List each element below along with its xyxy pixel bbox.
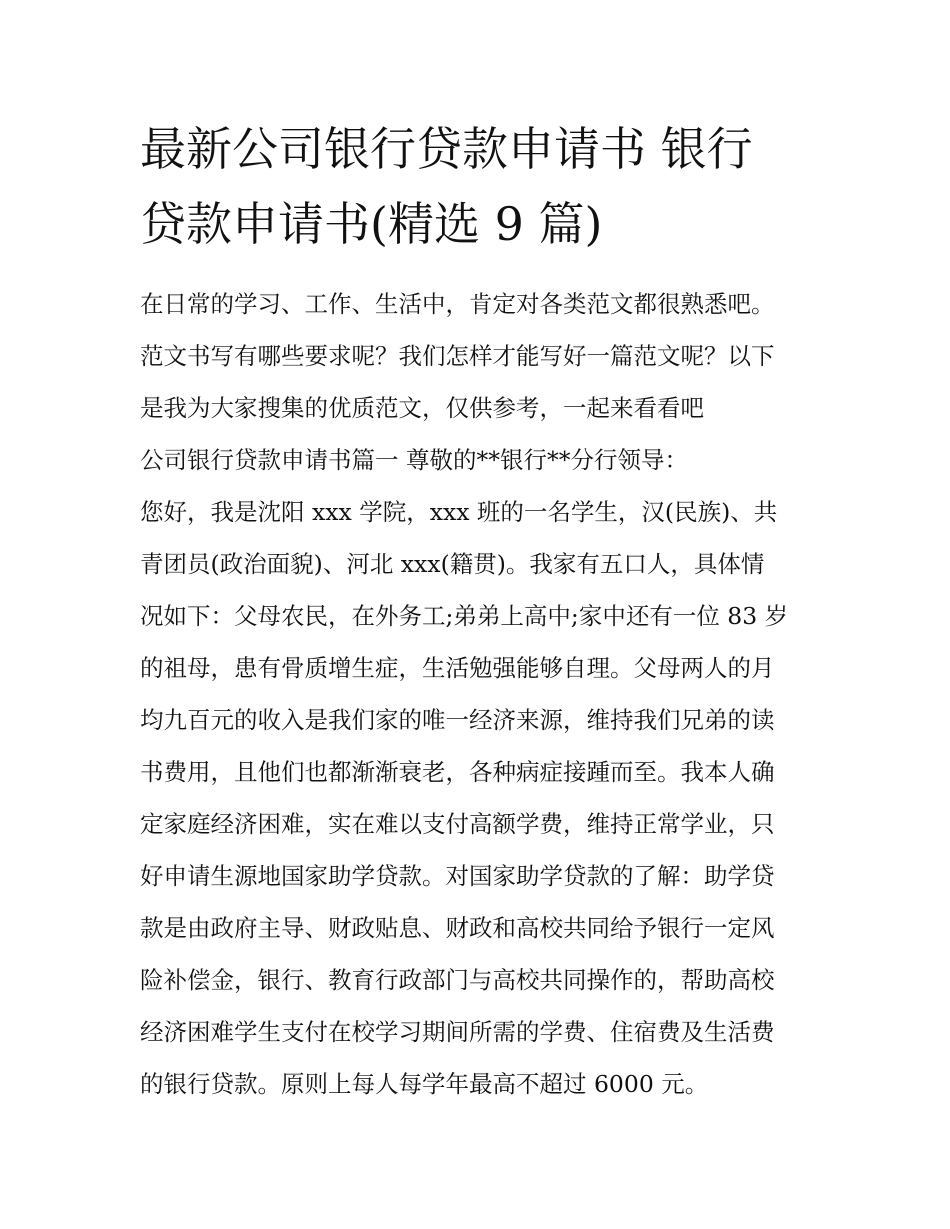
body-line: 青团员(政治面貌)、河北 xxx(籍贯)。我家有五口人，具体情 — [140, 550, 765, 578]
body-line: 的祖母，患有骨质增生症，生活勉强能够自理。父母两人的月 — [140, 654, 775, 682]
title-line-1: 最新公司银行贷款申请书 银行 — [140, 122, 753, 176]
body-line: 书费用，且他们也都渐渐衰老，各种病症接踵而至。我本人确 — [140, 758, 775, 786]
body-line: 是我为大家搜集的优质范文，仅供参考，一起来看看吧 — [140, 394, 704, 422]
document-title — [140, 112, 820, 262]
body-line: 公司银行贷款申请书篇一 尊敬的**银行**分行领导： — [140, 446, 688, 474]
body-line: 况如下：父母农民，在外务工;弟弟上高中;家中还有一位 83 岁 — [140, 602, 789, 630]
body-line: 范文书写有哪些要求呢？我们怎样才能写好一篇范文呢？以下 — [140, 342, 775, 370]
body-line: 的银行贷款。原则上每人每学年最高不超过 6000 元。 — [140, 1070, 709, 1098]
title-line-2: 贷款申请书(精选 9 篇) — [140, 197, 603, 251]
body-line: 好申请生源地国家助学贷款。对国家助学贷款的了解：助学贷 — [140, 862, 775, 890]
body-line: 险补偿金，银行、教育行政部门与高校共同操作的，帮助高校 — [140, 966, 775, 994]
body-line: 款是由政府主导、财政贴息、财政和高校共同给予银行一定风 — [140, 914, 775, 942]
body-line: 均九百元的收入是我们家的唯一经济来源，维持我们兄弟的读 — [140, 706, 775, 734]
body-line: 经济困难学生支付在校学习期间所需的学费、住宿费及生活费 — [140, 1018, 775, 1046]
document-body — [140, 278, 820, 1110]
body-line: 定家庭经济困难，实在难以支付高额学费，维持正常学业，只 — [140, 810, 775, 838]
body-line: 您好，我是沈阳 xxx 学院，xxx 班的一名学生，汉(民族)、共 — [140, 498, 778, 526]
body-line: 在日常的学习、工作、生活中，肯定对各类范文都很熟悉吧。 — [140, 290, 775, 318]
